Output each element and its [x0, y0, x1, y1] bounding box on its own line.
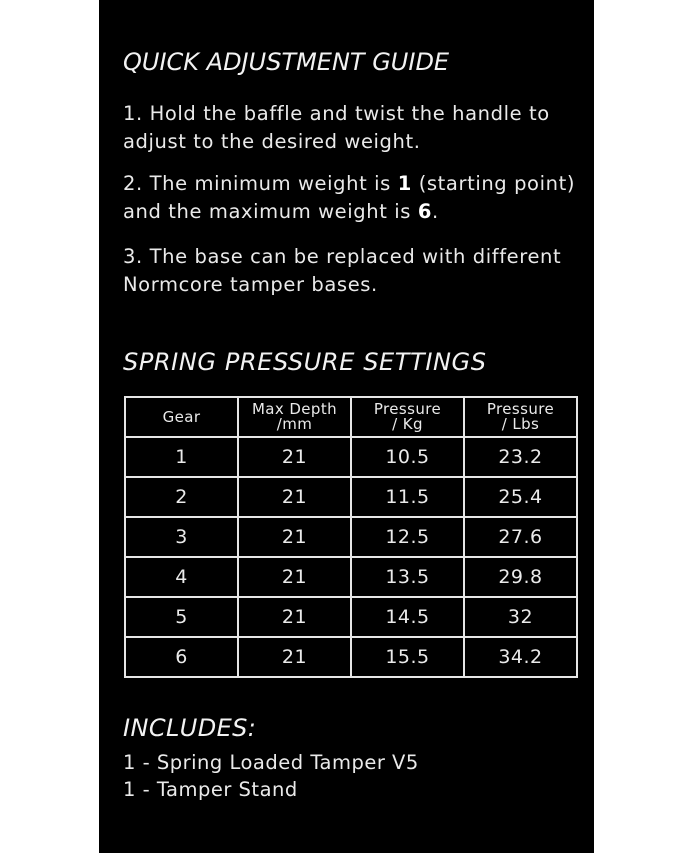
quick-adjustment-guide-heading: QUICK ADJUSTMENT GUIDE	[123, 48, 450, 76]
cell-max-depth: 21	[238, 517, 351, 557]
cell-pressure-lbs: 32	[464, 597, 577, 637]
product-info-panel	[99, 0, 594, 853]
table-header-row	[125, 397, 577, 437]
header-pressure-lbs: Pressure / Lbs	[464, 397, 577, 437]
cell-pressure-kg: 15.5	[351, 637, 464, 677]
cell-gear: 4	[125, 557, 238, 597]
spring-pressure-settings-heading: SPRING PRESSURE SETTINGS	[123, 348, 487, 376]
cell-max-depth: 21	[238, 477, 351, 517]
cell-pressure-lbs: 27.6	[464, 517, 577, 557]
cell-gear: 6	[125, 637, 238, 677]
cell-pressure-lbs: 34.2	[464, 637, 577, 677]
cell-gear: 1	[125, 437, 238, 477]
guide-step-1: 1. Hold the baffle and twist the handle to adjust to the desired weight.	[123, 102, 550, 153]
cell-gear: 3	[125, 517, 238, 557]
table-row	[125, 597, 577, 637]
header-gear: Gear	[125, 397, 238, 437]
step-2-text-start: 2. The minimum weight is	[123, 172, 398, 195]
cell-max-depth: 21	[238, 597, 351, 637]
table-row	[125, 477, 577, 517]
cell-gear: 2	[125, 477, 238, 517]
cell-max-depth: 21	[238, 637, 351, 677]
step-2-text-end: .	[432, 200, 439, 223]
minimum-weight-value: 1	[397, 172, 412, 195]
cell-pressure-lbs: 29.8	[464, 557, 577, 597]
maximum-weight-value: 6	[417, 200, 433, 223]
cell-pressure-lbs: 23.2	[464, 437, 577, 477]
cell-pressure-kg: 14.5	[351, 597, 464, 637]
includes-heading: INCLUDES:	[123, 714, 257, 742]
table-row	[125, 517, 577, 557]
guide-step-3: 3. The base can be replaced with different Normcore tamper bases.	[123, 245, 562, 296]
header-pressure-kg: Pressure / Kg	[351, 397, 464, 437]
includes-item: 1 - Tamper Stand	[123, 778, 298, 801]
table-row	[125, 437, 577, 477]
cell-gear: 5	[125, 597, 238, 637]
spring-pressure-table	[124, 396, 578, 678]
cell-max-depth: 21	[238, 557, 351, 597]
cell-pressure-lbs: 25.4	[464, 477, 577, 517]
cell-pressure-kg: 13.5	[351, 557, 464, 597]
step-2-text-middle: (starting point) and the maximum weight is	[123, 172, 576, 223]
cell-pressure-kg: 12.5	[351, 517, 464, 557]
cell-pressure-kg: 10.5	[351, 437, 464, 477]
header-max-depth: Max Depth /mm	[238, 397, 351, 437]
guide-step-2	[123, 170, 593, 226]
table-row	[125, 557, 577, 597]
includes-item: 1 - Spring Loaded Tamper V5	[123, 751, 419, 774]
cell-pressure-kg: 11.5	[351, 477, 464, 517]
table-row	[125, 637, 577, 677]
cell-max-depth: 21	[238, 437, 351, 477]
